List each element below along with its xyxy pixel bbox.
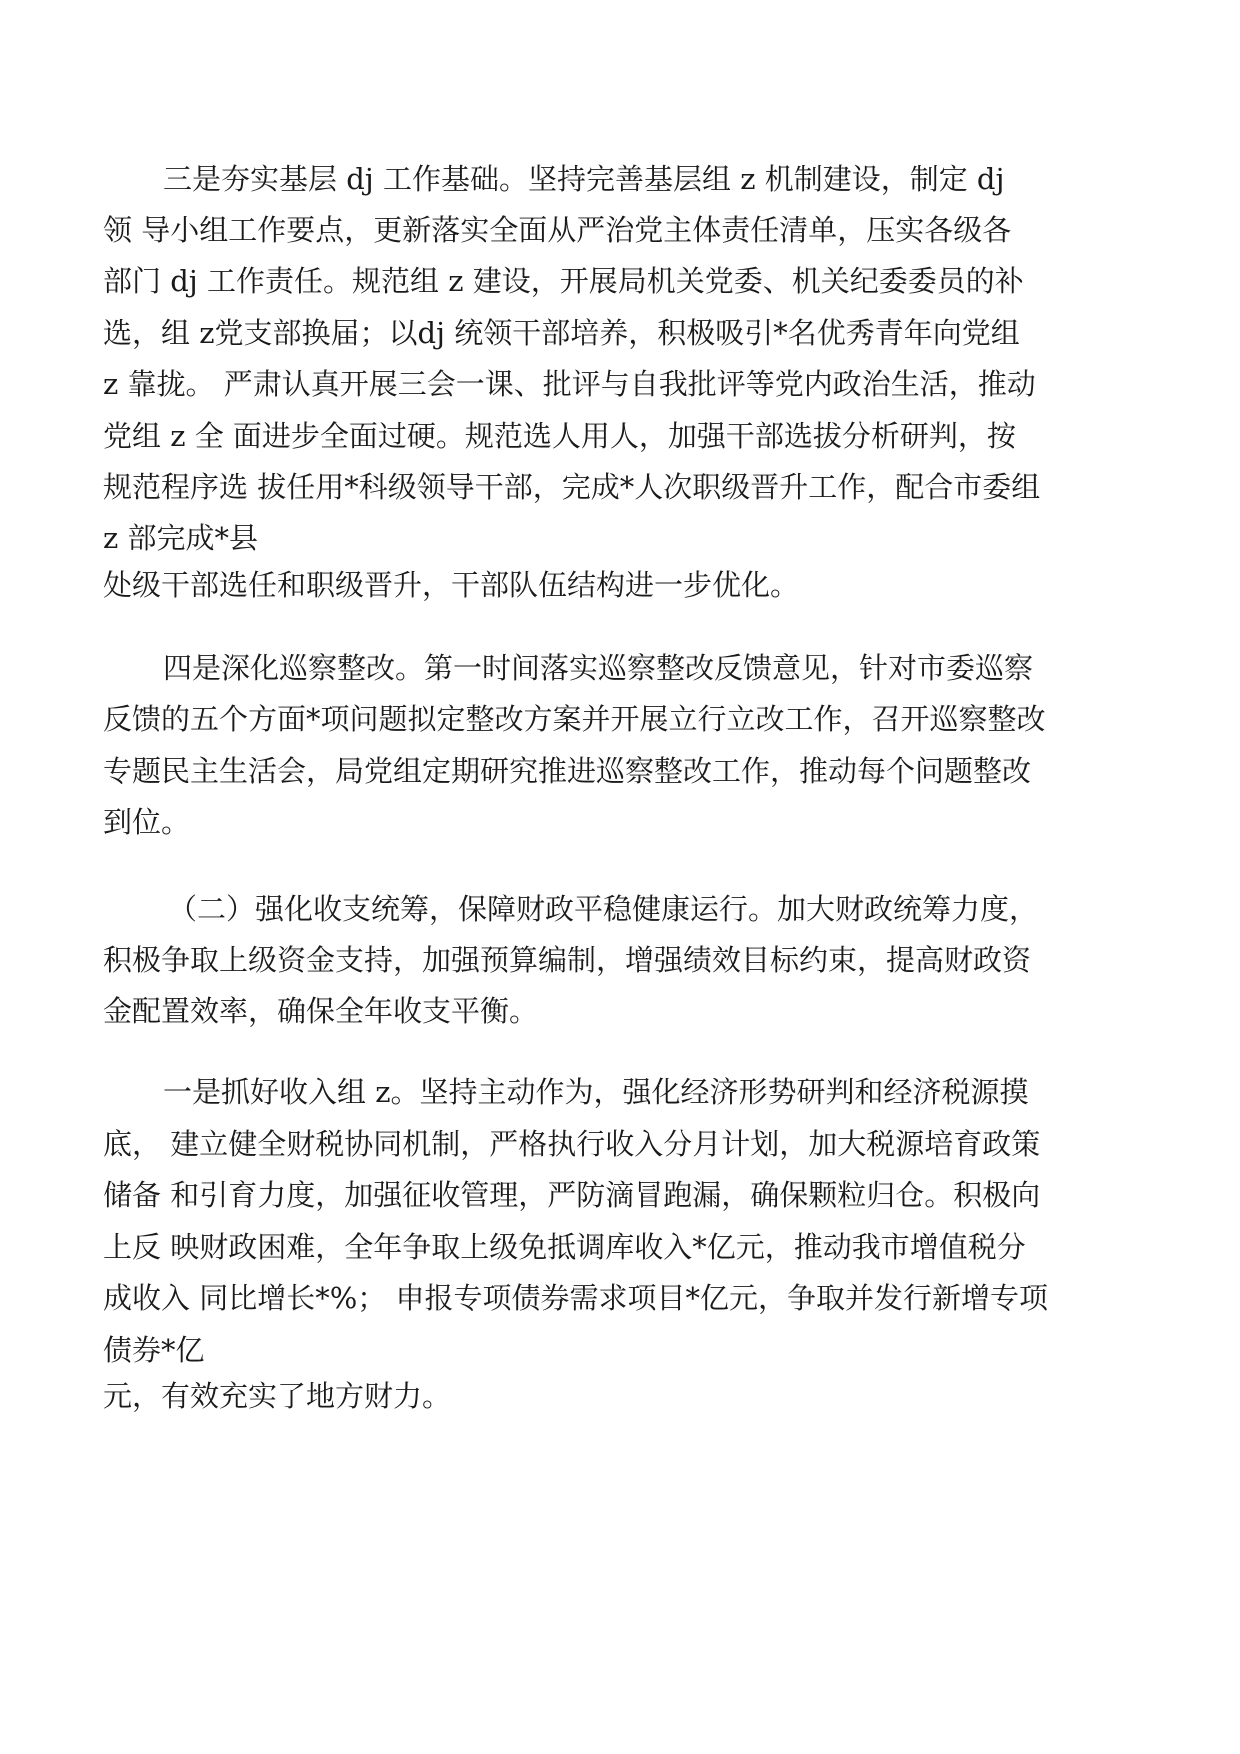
- paragraph-4-line-4: 上反 映财政困难，全年争取上级免抵调库收入*亿元，推动我市增值税分: [103, 1230, 1026, 1264]
- paragraph-1-line-6: 党组 z 全 面进步全面过硬。规范选人用人，加强干部选拔分析研判，按: [103, 419, 1016, 453]
- paragraph-3-line-3: 金配置效率，确保全年收支平衡。: [103, 994, 539, 1028]
- paragraph-2-line-4: 到位。: [103, 805, 191, 839]
- paragraph-1-line-8: z 部完成*县: [103, 521, 258, 555]
- paragraph-4-line-2: 底， 建立健全财税协同机制，严格执行收入分月计划，加大税源培育政策: [103, 1127, 1041, 1161]
- paragraph-1-line-3: 部门 dj 工作责任。规范组 z 建设，开展局机关党委、机关纪委委员的补: [103, 264, 1024, 298]
- paragraph-1-line-9: 处级干部选任和职级晋升，干部队伍结构进一步优化。: [103, 568, 800, 602]
- paragraph-1-line-4: 选，组 z党支部换届；以dj 统领干部培养，积极吸引*名优秀青年向党组: [103, 316, 1020, 350]
- paragraph-4-line-1: 一是抓好收入组 z。坚持主动作为，强化经济形势研判和经济税源摸: [163, 1075, 1029, 1109]
- paragraph-4-line-6: 债券*亿: [103, 1333, 205, 1367]
- paragraph-2-line-2: 反馈的五个方面*项问题拟定整改方案并开展立行立改工作，召开巡察整改: [103, 702, 1046, 736]
- paragraph-1-line-2: 领 导小组工作要点，更新落实全面从严治党主体责任清单，压实各级各: [103, 213, 1012, 247]
- paragraph-3-line-2: 积极争取上级资金支持，加强预算编制，增强绩效目标约束，提高财政资: [103, 943, 1032, 977]
- paragraph-4-line-3: 储备 和引育力度，加强征收管理，严防滴冒跑漏，确保颗粒归仓。积极向: [103, 1178, 1041, 1212]
- paragraph-1-line-7: 规范程序选 拔任用*科级领导干部，完成*人次职级晋升工作，配合市委组: [103, 470, 1041, 504]
- paragraph-2-line-3: 专题民主生活会，局党组定期研究推进巡察整改工作，推动每个问题整改: [103, 754, 1032, 788]
- paragraph-3-line-1: （二）强化收支统筹，保障财政平稳健康运行。加大财政统筹力度，: [168, 892, 1039, 926]
- paragraph-4-line-7: 元，有效充实了地方财力。: [103, 1379, 452, 1413]
- paragraph-4-line-5: 成收入 同比增长*%； 申报专项债券需求项目*亿元，争取并发行新增专项: [103, 1281, 1048, 1315]
- paragraph-1-line-1: 三是夯实基层 dj 工作基础。坚持完善基层组 z 机制建设，制定 dj: [163, 162, 1005, 196]
- paragraph-1-line-5: z 靠拢。 严肃认真开展三会一课、批评与自我批评等党内政治生活，推动: [103, 367, 1036, 401]
- paragraph-2-line-1: 四是深化巡察整改。第一时间落实巡察整改反馈意见，针对市委巡察: [163, 651, 1034, 685]
